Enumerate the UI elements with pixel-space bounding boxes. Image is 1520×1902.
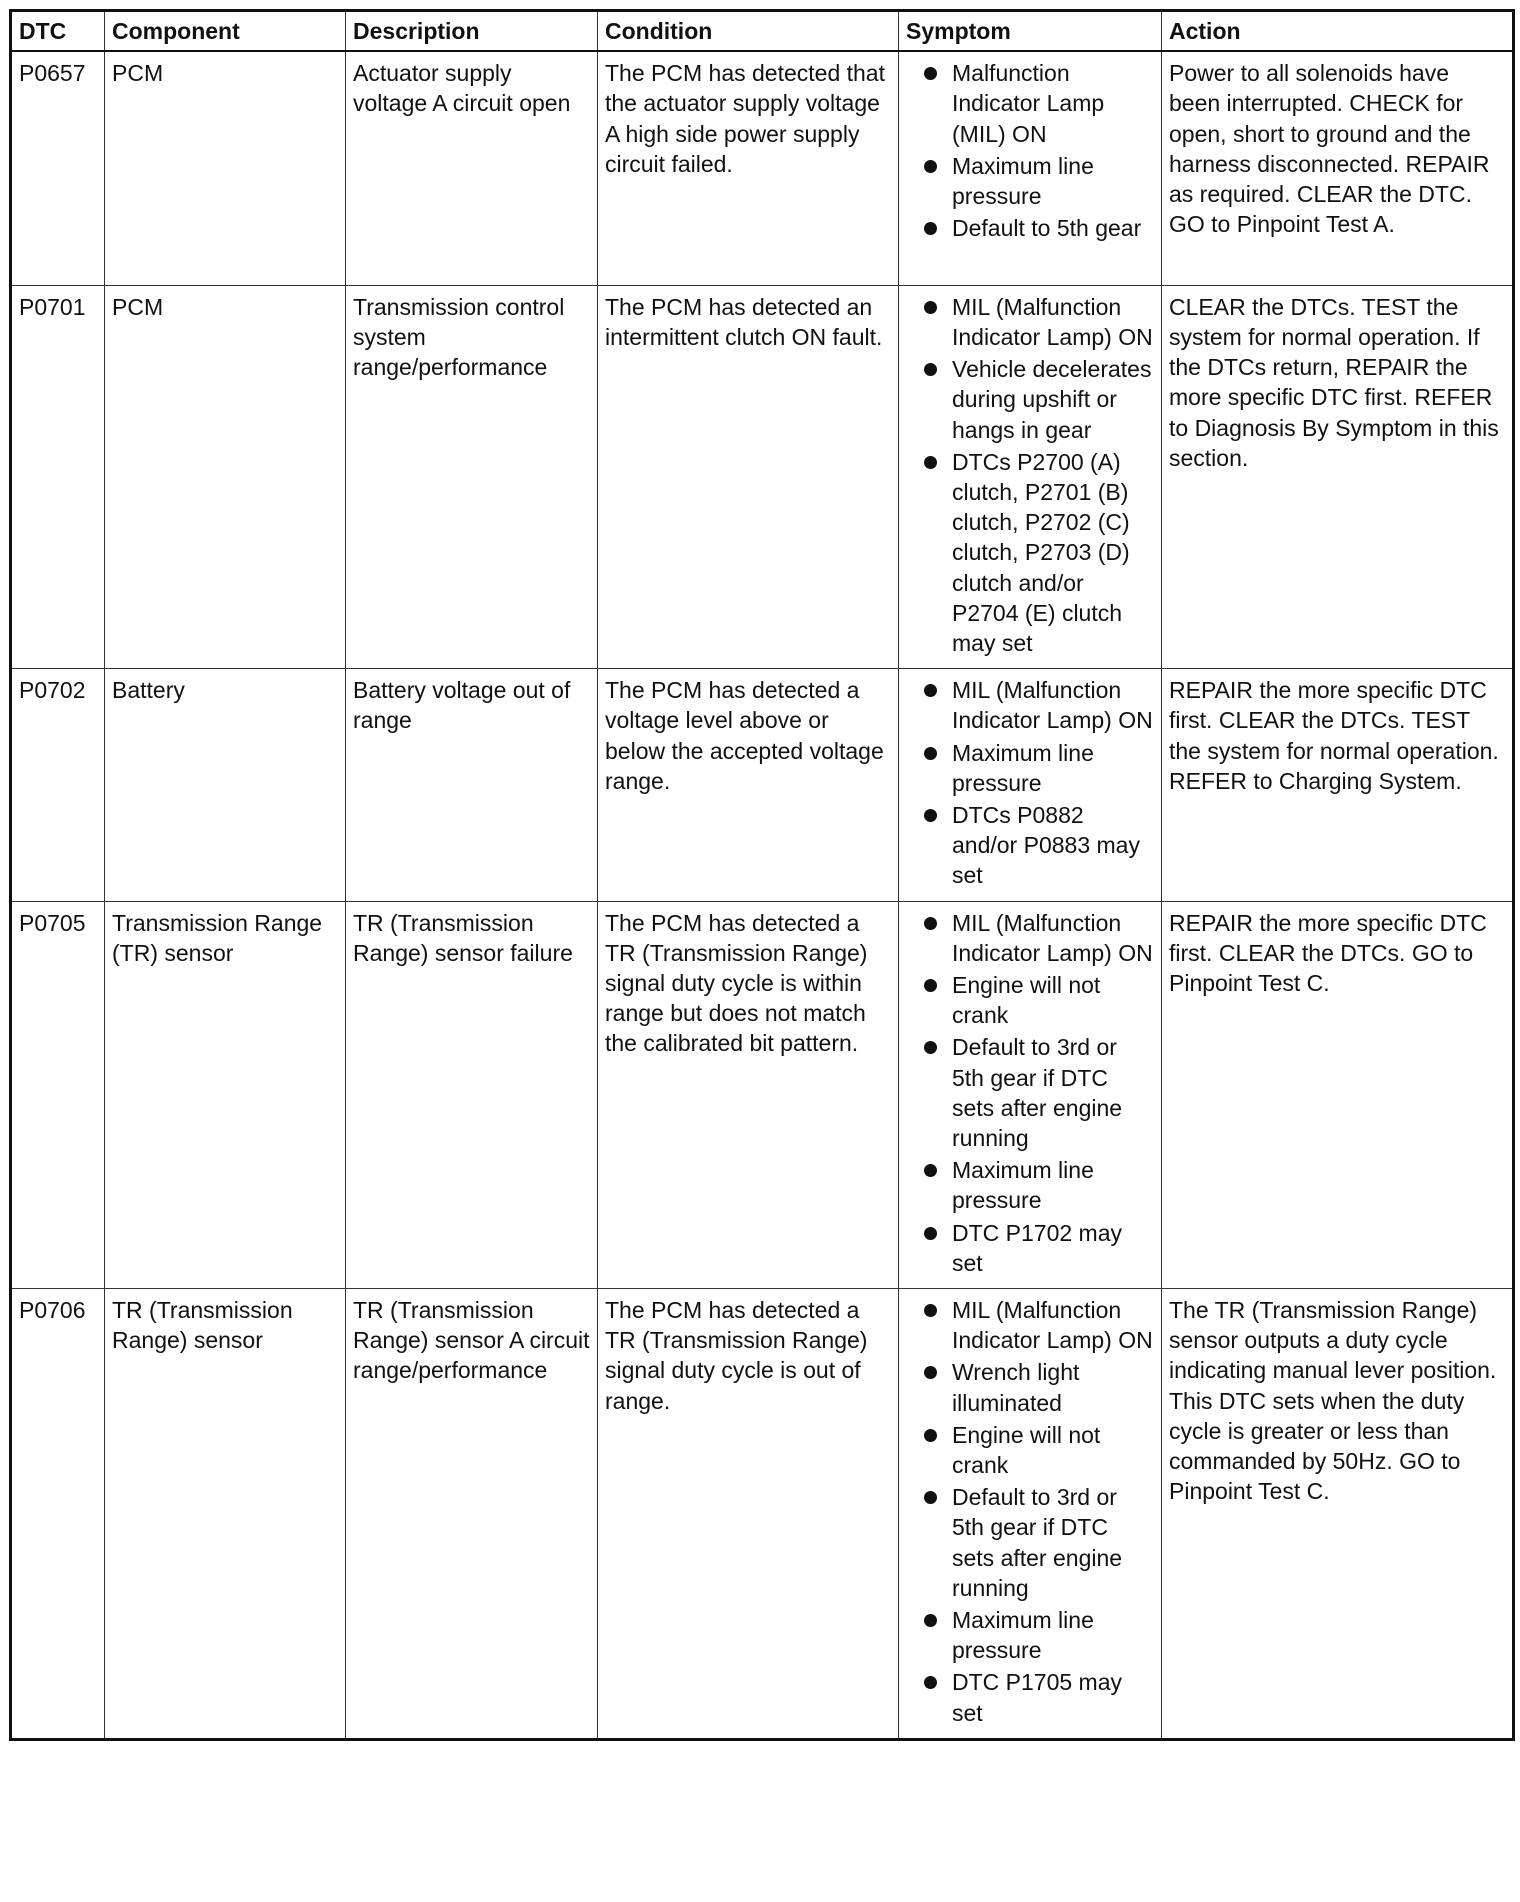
action-cell: CLEAR the DTCs. TEST the system for normal operation. If the DTCs return, REPAIR the more specific DTC first. REFER to Diagnosis By Symptom in this section. bbox=[1162, 285, 1514, 668]
symptom-text: DTCs P0882 and/or P0883 may set bbox=[952, 801, 1140, 889]
description-cell: TR (Transmission Range) sensor A circuit range/performance bbox=[346, 1289, 598, 1740]
symptom-cell bbox=[899, 285, 1162, 668]
symptom-item bbox=[906, 908, 1155, 968]
symptom-text: Default to 3rd or 5th gear if DTC sets after engine running bbox=[952, 1034, 1123, 1151]
symptom-cell bbox=[899, 669, 1162, 901]
table-header bbox=[11, 11, 1514, 52]
component-cell: Transmission Range (TR) sensor bbox=[105, 901, 346, 1288]
bullet-icon bbox=[924, 1491, 937, 1504]
dtc-code-cell: P0701 bbox=[11, 285, 105, 668]
dtc-code-cell: P0702 bbox=[11, 669, 105, 901]
symptom-text: Default to 3rd or 5th gear if DTC sets after engine running bbox=[952, 1484, 1123, 1601]
symptom-item bbox=[906, 1295, 1155, 1355]
symptom-item bbox=[906, 1357, 1155, 1417]
bullet-icon bbox=[924, 1041, 937, 1054]
symptom-list bbox=[906, 908, 1155, 1278]
condition-cell: The PCM has detected an intermittent clutch ON fault. bbox=[598, 285, 899, 668]
bullet-icon bbox=[924, 1227, 937, 1240]
symptom-text: Maximum line pressure bbox=[952, 152, 1094, 210]
symptom-item bbox=[906, 292, 1155, 352]
table-row bbox=[11, 669, 1514, 901]
bullet-icon bbox=[924, 160, 937, 173]
symptom-item bbox=[906, 1155, 1155, 1215]
symptom-text: Malfunction Indicator Lamp (MIL) ON bbox=[952, 60, 1105, 147]
description-cell: Actuator supply voltage A circuit open bbox=[346, 51, 598, 285]
bullet-icon bbox=[924, 747, 937, 760]
symptom-item bbox=[906, 1032, 1155, 1153]
symptom-item bbox=[906, 675, 1155, 735]
bullet-icon bbox=[924, 1164, 937, 1177]
header-row bbox=[11, 11, 1514, 52]
action-cell: Power to all solenoids have been interrupted. CHECK for open, short to ground and the harness disconnected. REPAIR as required. CLEAR the DTC. GO to Pinpoint Test A. bbox=[1162, 51, 1514, 285]
symptom-item bbox=[906, 1667, 1155, 1727]
symptom-text: Maximum line pressure bbox=[952, 1607, 1094, 1664]
action-cell: The TR (Transmission Range) sensor outputs a duty cycle indicating manual lever position. This DTC sets when the duty cycle is greater or less than commanded by 50Hz. GO to Pinpoint Test C. bbox=[1162, 1289, 1514, 1740]
description-cell: TR (Transmission Range) sensor failure bbox=[346, 901, 598, 1288]
symptom-text: Vehicle decelerates during upshift or hangs in gear bbox=[952, 356, 1152, 443]
symptom-text: Engine will not crank bbox=[952, 1421, 1101, 1479]
symptom-item bbox=[906, 58, 1155, 149]
component-cell: PCM bbox=[105, 51, 346, 285]
header-dtc: DTC bbox=[11, 11, 105, 52]
symptom-item bbox=[906, 1482, 1155, 1603]
component-cell: PCM bbox=[105, 285, 346, 668]
symptom-item bbox=[906, 213, 1155, 243]
component-cell: Battery bbox=[105, 669, 346, 901]
bullet-icon bbox=[924, 301, 937, 314]
symptom-list bbox=[906, 675, 1155, 890]
header-condition: Condition bbox=[598, 11, 899, 52]
header-action: Action bbox=[1162, 11, 1514, 52]
symptom-list bbox=[906, 1295, 1155, 1728]
condition-cell: The PCM has detected that the actuator supply voltage A high side power supply circuit failed. bbox=[598, 51, 899, 285]
symptom-text: Default to 5th gear bbox=[952, 215, 1142, 242]
condition-cell: The PCM has detected a TR (Transmission Range) signal duty cycle is out of range. bbox=[598, 1289, 899, 1740]
bullet-icon bbox=[924, 684, 937, 697]
header-component: Component bbox=[105, 11, 346, 52]
symptom-item bbox=[906, 1420, 1155, 1480]
action-cell: REPAIR the more specific DTC first. CLEAR the DTCs. GO to Pinpoint Test C. bbox=[1162, 901, 1514, 1288]
bullet-icon bbox=[924, 1676, 937, 1689]
bullet-icon bbox=[924, 1429, 937, 1442]
table-row bbox=[11, 51, 1514, 285]
bullet-icon bbox=[924, 67, 937, 80]
symptom-text: Maximum line pressure bbox=[952, 739, 1094, 796]
symptom-item bbox=[906, 970, 1155, 1030]
symptom-cell bbox=[899, 51, 1162, 285]
symptom-item bbox=[906, 354, 1155, 445]
table-row bbox=[11, 901, 1514, 1288]
symptom-text: MIL (Malfunction Indicator Lamp) ON bbox=[952, 1297, 1153, 1354]
symptom-item bbox=[906, 1605, 1155, 1665]
description-cell: Battery voltage out of range bbox=[346, 669, 598, 901]
header-description: Description bbox=[346, 11, 598, 52]
symptom-text: MIL (Malfunction Indicator Lamp) ON bbox=[952, 677, 1153, 734]
bullet-icon bbox=[924, 979, 937, 992]
table-row bbox=[11, 285, 1514, 668]
symptom-text: DTCs P2700 (A) clutch, P2701 (B) clutch, P2702 (C) clutch, P2703 (D) clutch and/or P2704 (E) clutch may set bbox=[952, 448, 1130, 656]
component-cell: TR (Transmission Range) sensor bbox=[105, 1289, 346, 1740]
symptom-item bbox=[906, 447, 1155, 658]
condition-cell: The PCM has detected a voltage level above or below the accepted voltage range. bbox=[598, 669, 899, 901]
symptom-item bbox=[906, 738, 1155, 798]
bullet-icon bbox=[924, 363, 937, 376]
bullet-icon bbox=[924, 1366, 937, 1379]
symptom-text: Maximum line pressure bbox=[952, 1157, 1094, 1214]
dtc-code-cell: P0706 bbox=[11, 1289, 105, 1740]
symptom-item bbox=[906, 800, 1155, 891]
table-row bbox=[11, 1289, 1514, 1740]
dtc-code-cell: P0657 bbox=[11, 51, 105, 285]
bullet-icon bbox=[924, 917, 937, 930]
table-body bbox=[11, 51, 1514, 1739]
action-cell: REPAIR the more specific DTC first. CLEAR the DTCs. TEST the system for normal operation. REFER to Charging System. bbox=[1162, 669, 1514, 901]
dtc-code-cell: P0705 bbox=[11, 901, 105, 1288]
symptom-cell bbox=[899, 1289, 1162, 1740]
symptom-list bbox=[906, 292, 1155, 658]
symptom-cell bbox=[899, 901, 1162, 1288]
symptom-list bbox=[906, 58, 1155, 243]
symptom-text: DTC P1702 may set bbox=[952, 1219, 1123, 1276]
symptom-text: MIL (Malfunction Indicator Lamp) ON bbox=[952, 293, 1153, 350]
symptom-text: DTC P1705 may set bbox=[952, 1669, 1123, 1726]
bullet-icon bbox=[924, 809, 937, 822]
dtc-table bbox=[9, 9, 1515, 1741]
symptom-item bbox=[906, 1218, 1155, 1278]
condition-cell: The PCM has detected a TR (Transmission Range) signal duty cycle is within range but does not match the calibrated bit pattern. bbox=[598, 901, 899, 1288]
header-symptom: Symptom bbox=[899, 11, 1162, 52]
document-page bbox=[9, 9, 1512, 1741]
symptom-text: MIL (Malfunction Indicator Lamp) ON bbox=[952, 909, 1153, 966]
bullet-icon bbox=[924, 222, 937, 235]
bullet-icon bbox=[924, 1304, 937, 1317]
description-cell: Transmission control system range/performance bbox=[346, 285, 598, 668]
symptom-text: Wrench light illuminated bbox=[952, 1359, 1080, 1416]
bullet-icon bbox=[924, 456, 937, 469]
bullet-icon bbox=[924, 1614, 937, 1627]
symptom-item bbox=[906, 151, 1155, 211]
symptom-text: Engine will not crank bbox=[952, 971, 1101, 1029]
